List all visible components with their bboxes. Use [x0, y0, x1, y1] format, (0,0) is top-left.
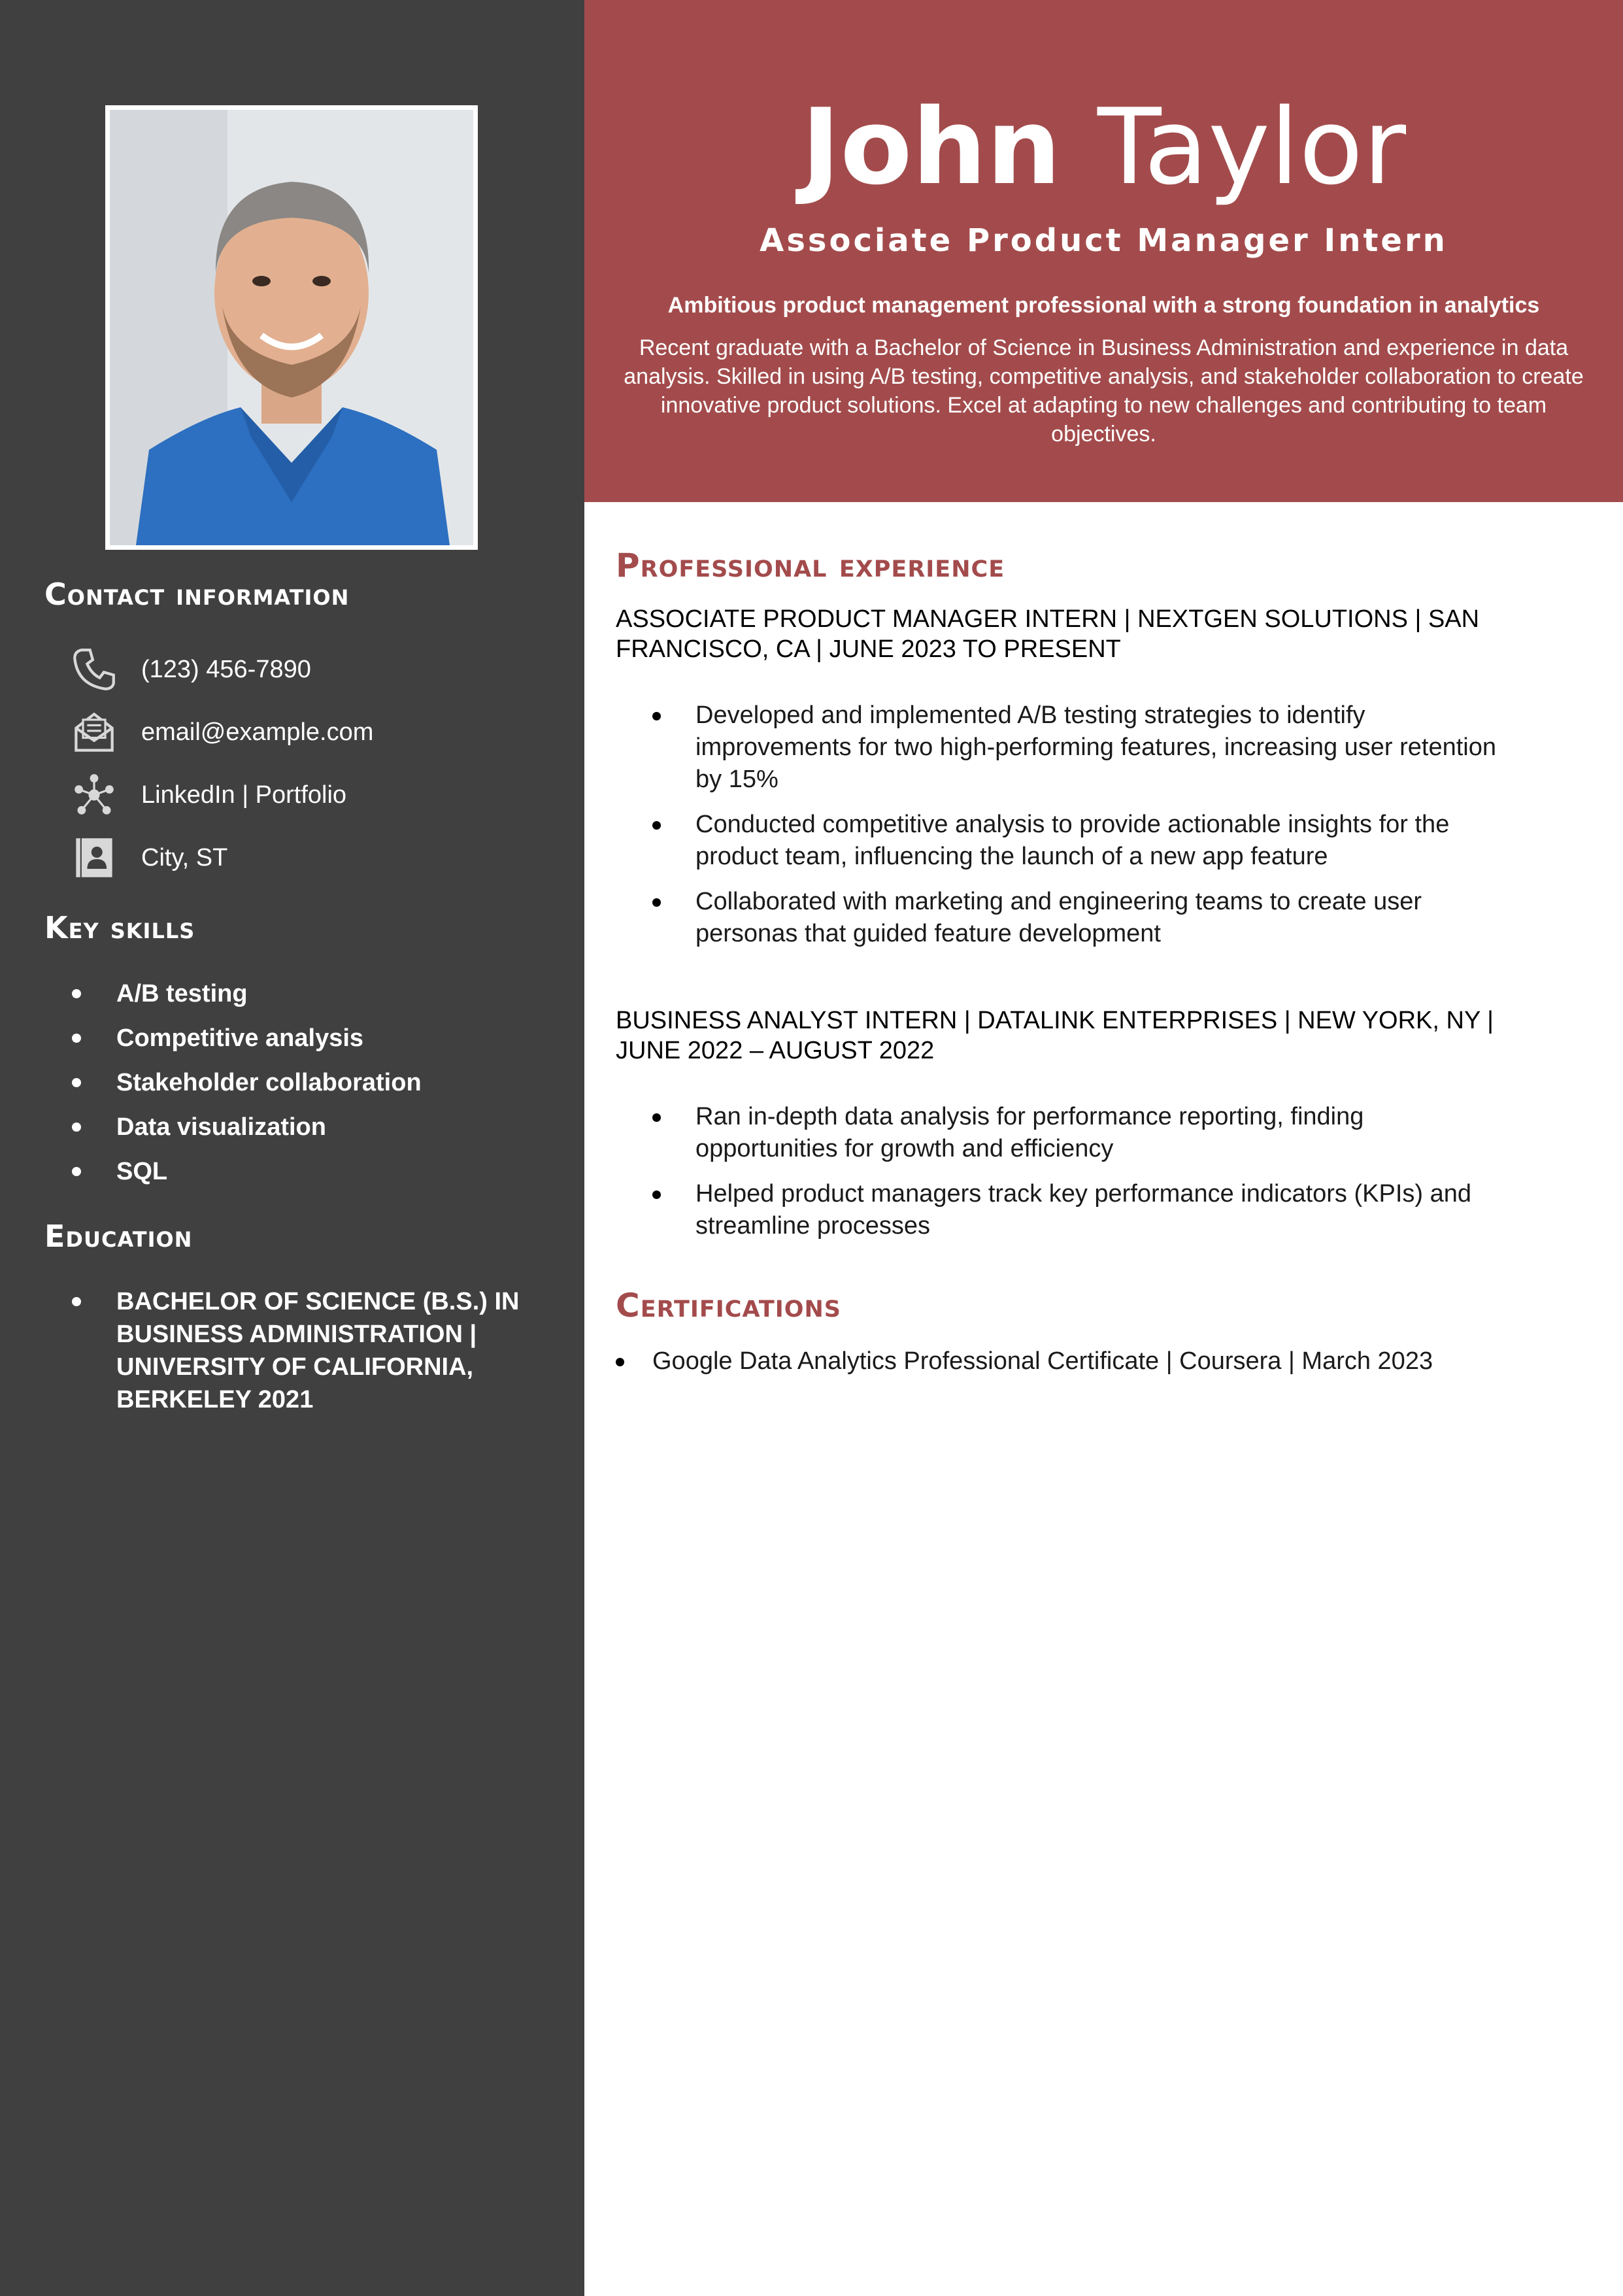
list-item: [652, 809, 1502, 873]
education-entry: BACHELOR OF SCIENCE (B.S.) IN BUSINESS ADMINISTRATION | UNIVERSITY OF CALIFORNIA, BERKELEY 2021: [116, 1288, 520, 1413]
envelope-icon: [72, 707, 122, 757]
main-content: [584, 502, 1623, 2296]
bullet-icon: [652, 1113, 661, 1122]
list-item: [652, 1101, 1502, 1165]
certifications-list: [616, 1345, 1564, 1377]
job-title-1: ASSOCIATE PRODUCT MANAGER INTERN | NEXTGEN SOLUTIONS | SAN FRANCISCO, CA | JUNE 2023 TO PRESENT: [616, 605, 1480, 663]
list-item: [616, 1345, 1564, 1377]
bullet-icon: [72, 989, 81, 998]
job-2-bullets: [652, 1101, 1502, 1255]
links-text: LinkedIn | Portfolio: [141, 781, 347, 809]
experience-heading: Professional experience: [616, 547, 1005, 584]
bullet-icon: [72, 1123, 81, 1132]
phone-icon: [72, 645, 122, 694]
bullet-icon: [652, 1190, 661, 1199]
skill-label: SQL: [116, 1157, 168, 1185]
contact-card-icon: [72, 833, 122, 883]
list-item: [652, 886, 1502, 950]
education-list: [72, 1285, 556, 1416]
candidate-name: [584, 85, 1623, 209]
first-name: John: [801, 86, 1062, 208]
skills-list: [72, 971, 422, 1194]
skill-label: Stakeholder collaboration: [116, 1068, 422, 1096]
list-item: [72, 1285, 556, 1416]
list-item: [72, 1060, 422, 1105]
bullet-text: Developed and implemented A/B testing strategies to identify improvements for two high-performing features, increasing user retention by 15%: [695, 701, 1497, 793]
bullet-icon: [616, 1358, 624, 1366]
contact-phone: [72, 643, 311, 696]
skill-label: Data visualization: [116, 1113, 326, 1141]
bullet-text: Helped product managers track key performance indicators (KPIs) and streamline processes: [695, 1180, 1471, 1240]
bullet-text: Conducted competitive analysis to provide actionable insights for the product team, influencing the launch of a new app feature: [695, 811, 1450, 870]
contact-email: [72, 706, 373, 758]
bullet-icon: [72, 1167, 81, 1176]
summary: Recent graduate with a Bachelor of Science in Business Administration and experience in data analysis. Skilled in using A/B testing, competitive analysis, and stakeholder collaboration to create innovative product solutions. Excel at adapting to new challenges and contributing to team objectives.: [624, 335, 1584, 447]
bullet-icon: [652, 821, 661, 830]
tagline: Ambitious product management professional with a strong foundation in analytics: [667, 293, 1540, 318]
profile-photo: [105, 105, 478, 550]
skill-label: Competitive analysis: [116, 1024, 364, 1052]
bullet-text: Ran in-depth data analysis for performance reporting, finding opportunities for growth and efficiency: [695, 1103, 1364, 1162]
bullet-icon: [72, 1034, 81, 1043]
job-1-bullets: [652, 700, 1502, 963]
location-text: City, ST: [141, 843, 228, 871]
certifications-heading: Certifications: [616, 1287, 842, 1325]
job-title-2: BUSINESS ANALYST INTERN | DATALINK ENTERPRISES | NEW YORK, NY | JUNE 2022 – AUGUST 2022: [616, 1007, 1494, 1064]
certification-text: Google Data Analytics Professional Certificate | Coursera | March 2023: [652, 1347, 1433, 1375]
last-name: Taylor: [1097, 86, 1407, 208]
network-icon: [72, 770, 122, 820]
list-item: [652, 700, 1502, 796]
list-item: [72, 1105, 422, 1149]
bullet-icon: [72, 1297, 81, 1306]
bullet-icon: [652, 898, 661, 907]
bullet-icon: [72, 1078, 81, 1087]
list-item: [72, 1016, 422, 1060]
list-item: [72, 1149, 422, 1194]
contact-location: [72, 832, 227, 884]
header-band: [584, 0, 1623, 502]
sidebar: [0, 0, 584, 2296]
profile-photo-image: [110, 110, 473, 545]
email-address: email@example.com: [141, 718, 374, 746]
bullet-icon: [652, 712, 661, 720]
target-job-title: Associate Product Manager Intern: [760, 222, 1448, 259]
bullet-text: Collaborated with marketing and engineering teams to create user personas that guided feature development: [695, 888, 1422, 947]
education-heading: Education: [44, 1219, 193, 1254]
list-item: [72, 971, 422, 1016]
list-item: [652, 1178, 1502, 1242]
skills-heading: Key skills: [44, 910, 195, 945]
skill-label: A/B testing: [116, 979, 248, 1007]
contact-links: [72, 769, 346, 821]
phone-number: (123) 456-7890: [141, 655, 311, 683]
contact-heading: Contact information: [44, 577, 350, 612]
